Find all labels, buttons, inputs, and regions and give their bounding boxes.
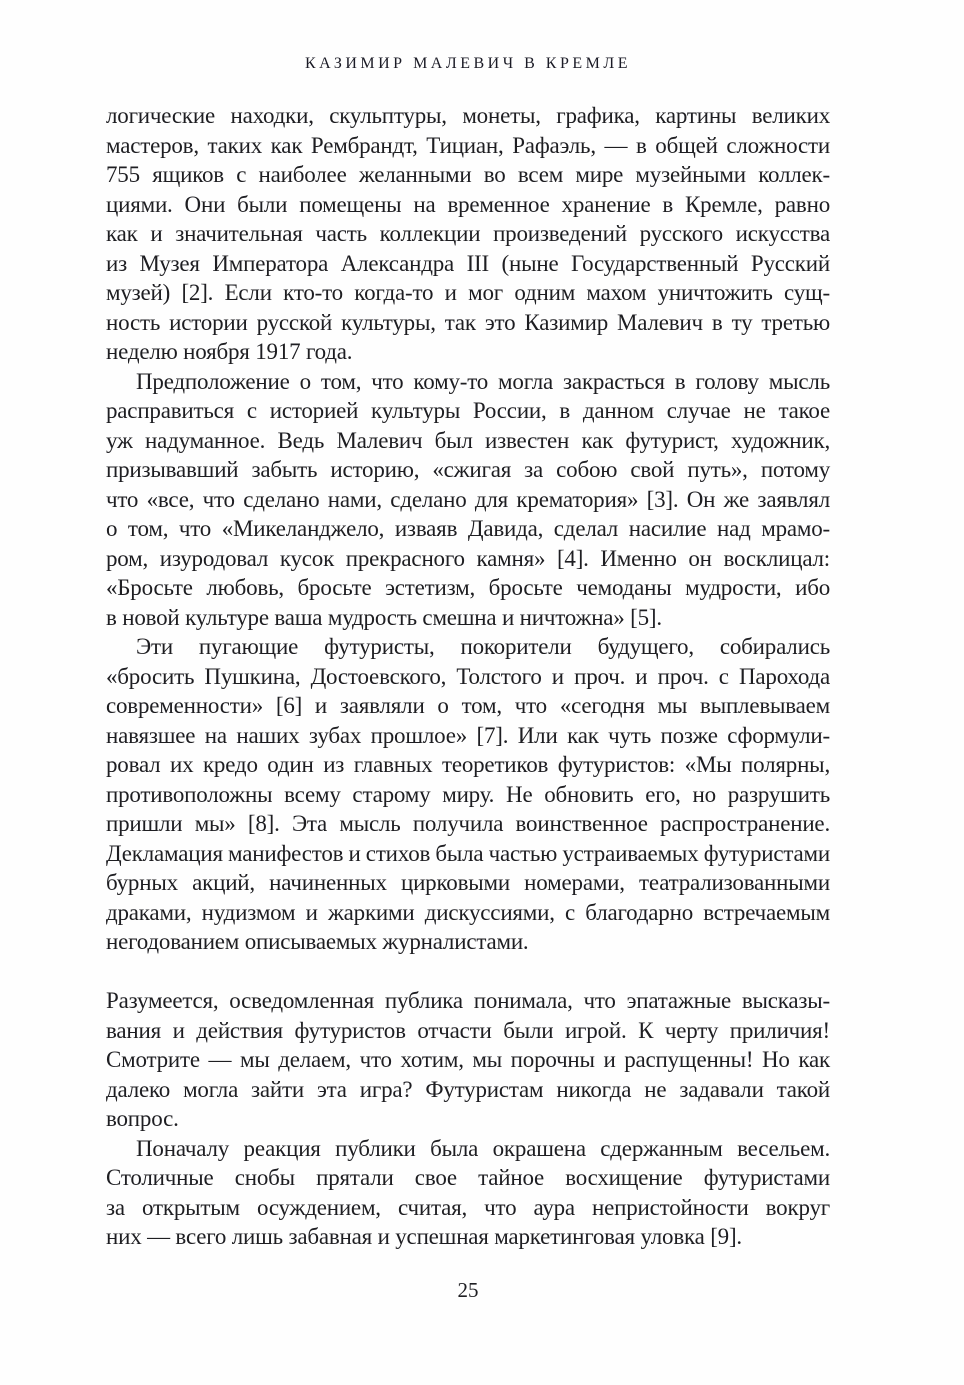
text-line-content: что «все, что сделано нами, сделано для крематория» [3]. Он же заявлял: [106, 486, 830, 512]
text-line-content: из Музея Императора Александра III (ныне Государственный Русский: [106, 250, 830, 276]
text-line-content: 755 ящиков с наиболее желанными во всем мире музейными коллек-: [106, 162, 830, 187]
text-line: [106, 780, 830, 810]
text-line: [106, 662, 830, 692]
text-line: [106, 632, 830, 662]
text-line: [106, 101, 830, 131]
text-line: [106, 839, 830, 869]
text-line-content: мастеров, таких как Рембрандт, Тициан, Рафаэль, — в общей сложности: [106, 132, 830, 158]
text-line-content: Эти пугающие футуристы, покорители будущего, собирались: [136, 634, 830, 659]
text-line: [106, 1075, 830, 1105]
page-body: [106, 101, 830, 1252]
text-line-content: логические находки, скульптуры, монеты, графика, картины великих: [106, 103, 830, 128]
paragraph: [106, 1134, 830, 1252]
text-line-content: «бросить Пушкина, Достоевского, Толстого и проч. и проч. с Парохода: [106, 663, 830, 689]
text-line: [106, 868, 830, 898]
paragraph: [106, 367, 830, 633]
text-line-content: вания и действия футуристов отчасти были игрой. К черту приличия!: [106, 1017, 830, 1043]
text-line-content: как и значительная часть коллекции произведений русского искусства: [106, 221, 830, 246]
text-line: [106, 1134, 830, 1164]
text-line-content: Столичные снобы прятали свое тайное восхищение футуристами: [106, 1165, 830, 1190]
text-line-content: негодованием описываемых журналистами.: [106, 929, 529, 954]
text-line: [106, 1016, 830, 1046]
text-line: [106, 691, 830, 721]
text-line-content: уж надуманное. Ведь Малевич был известен как футурист, художник,: [106, 427, 830, 453]
paragraph: [106, 101, 830, 367]
paragraph: [106, 986, 830, 1134]
page-number: 25: [457, 1278, 479, 1302]
text-line-content: далеко могла зайти эта игра? Футуристам никогда не задавали такой: [106, 1076, 830, 1102]
text-line: [106, 1222, 830, 1252]
text-line-content: ром, изуродовал кусок прекрасного камня» [4]. Именно он восклицал:: [106, 545, 830, 571]
text-line: [106, 337, 830, 367]
text-line-content: Смотрите — мы делаем, что хотим, мы порочны и распущенны! Но как: [106, 1047, 830, 1072]
text-line-content: драками, нудизмом и жаркими дискуссиями, с благодарно встречаемым: [106, 899, 830, 925]
text-line-content: бурных акций, начиненных цирковыми номерами, театрализованными: [106, 870, 830, 895]
text-line: [106, 1045, 830, 1075]
text-line-content: ровал их кредо один из главных теоретиков футуристов: «Мы полярны,: [106, 752, 830, 777]
text-line: [106, 426, 830, 456]
text-line-content: пришли мы» [8]. Эта мысль получила воинственное распространение.: [106, 811, 830, 836]
text-line-content: современности» [6] и заявляли о том, что «сегодня мы выплевываем: [106, 693, 830, 718]
text-line: [106, 927, 830, 957]
text-line-content: противоположны всему старому миру. Не обновить его, но разрушить: [106, 781, 830, 807]
text-line-content: Предположение о том, что кому-то могла закрасться в голову мысль: [136, 368, 830, 394]
text-line: [106, 514, 830, 544]
text-line-content: ность истории русской культуры, так это Казимир Малевич в ту третью: [106, 309, 830, 335]
text-line-content: призывавший забыть историю, «сжигая за собою свой путь», потому: [106, 457, 830, 482]
text-line-content: них — всего лишь забавная и успешная маркетинговая уловка [9].: [106, 1224, 742, 1249]
text-line: [106, 160, 830, 190]
text-line: [106, 367, 830, 397]
text-line-content: циями. Они были помещены на временное хранение в Кремле, равно: [106, 191, 830, 217]
text-line: [106, 249, 830, 279]
text-line: [106, 603, 830, 633]
running-head: КАЗИМИР МАЛЕВИЧ В КРЕМЛЕ: [305, 55, 631, 72]
text-line: [106, 750, 830, 780]
text-line-content: за открытым осуждением, считая, что аура непристойности вокруг: [106, 1194, 830, 1220]
text-line: [106, 190, 830, 220]
text-line-content: в новой культуре ваша мудрость смешна и ничтожна» [5].: [106, 604, 662, 630]
text-line-content: Декламация манифестов и стихов была частью устраиваемых футуристами: [106, 840, 830, 866]
text-line: [106, 308, 830, 338]
text-line: [106, 721, 830, 751]
text-line: [106, 544, 830, 574]
text-line-content: неделю ноября 1917 года.: [106, 339, 353, 364]
text-line: [106, 1193, 830, 1223]
text-line: [106, 278, 830, 308]
text-line: [106, 1163, 830, 1193]
text-line: [106, 1104, 830, 1134]
text-line: [106, 809, 830, 839]
text-line: [106, 455, 830, 485]
text-line-content: Поначалу реакция публики была окрашена сдержанным весельем.: [136, 1135, 830, 1161]
text-line: [106, 898, 830, 928]
text-line: [106, 485, 830, 515]
text-line-content: о том, что «Микеланджело, изваяв Давида, сделал насилие над мрамо-: [106, 516, 830, 541]
text-line-content: навязшее на наших зубах прошлое» [7]. Или как чуть позже сформули-: [106, 722, 830, 748]
paragraph: [106, 632, 830, 957]
text-line-content: музей) [2]. Если кто-то когда-то и мог одним махом уничтожить сущ-: [106, 280, 830, 305]
text-line-content: вопрос.: [106, 1106, 179, 1131]
text-line: [106, 573, 830, 603]
text-line: [106, 986, 830, 1016]
text-line: [106, 219, 830, 249]
text-line-content: «Бросьте любовь, бросьте эстетизм, бросьте чемоданы мудрости, ибо: [106, 575, 830, 600]
text-line-content: расправиться с историей культуры России, в данном случае не такое: [106, 398, 830, 423]
text-line-content: Разумеется, осведомленная публика понимала, что эпатажные высказы-: [106, 988, 830, 1013]
text-line: [106, 131, 830, 161]
text-line: [106, 396, 830, 426]
